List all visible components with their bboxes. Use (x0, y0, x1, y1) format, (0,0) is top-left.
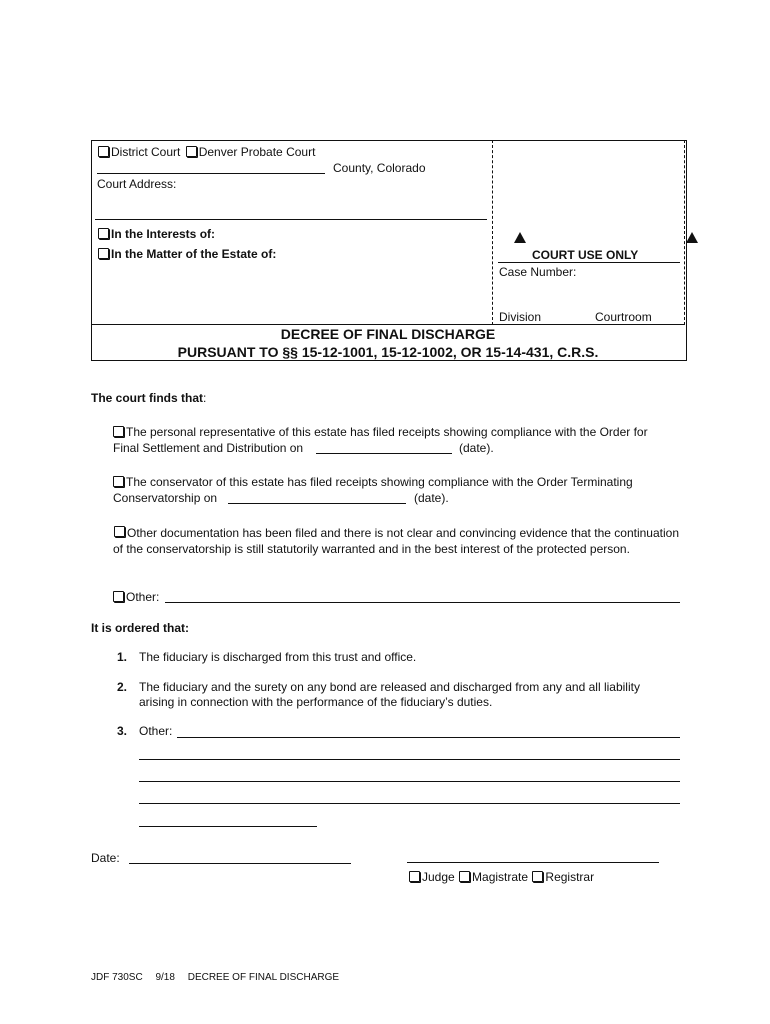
order-3-line-2[interactable] (139, 759, 680, 760)
interests-of-checkbox[interactable] (98, 228, 109, 239)
magistrate-label: Magistrate (472, 870, 529, 884)
finding-1: The personal representative of this estate has filed receipts showing compliance with the Order for (113, 425, 648, 439)
estate-of-checkbox[interactable] (98, 248, 109, 259)
judge-checkbox[interactable] (409, 871, 420, 882)
footer-form-title: DECREE OF FINAL DISCHARGE (187, 972, 340, 983)
footer (91, 972, 339, 983)
finding-2-date-label: (date). (414, 491, 449, 505)
county-name-line[interactable] (97, 173, 325, 174)
finding-2: The conservator of this estate has filed receipts showing compliance with the Order Terminating (113, 475, 633, 489)
estate-of-label: In the Matter of the Estate of: (111, 247, 277, 261)
county-label: County, Colorado (333, 161, 426, 175)
division-label: Division (499, 310, 542, 324)
order-3-line-5[interactable] (139, 826, 317, 827)
signature-line[interactable] (407, 862, 659, 863)
denver-probate-court-label: Denver Probate Court (198, 145, 316, 159)
finding-4: Other: (113, 590, 159, 604)
order-3-line-1[interactable] (177, 737, 680, 738)
judge-label: Judge (422, 870, 455, 884)
order-3-label: Other: (139, 724, 173, 738)
finding-2-line2: Conservatorship on (113, 491, 218, 505)
interests-of-label: In the Interests of: (111, 227, 216, 241)
court-options (98, 145, 315, 159)
district-court-label: District Court (111, 145, 181, 159)
estate-option (98, 247, 276, 261)
document-subtitle: PURSUANT TO §§ 15-12-1001, 15-12-1002, OR 15-14-431, C.R.S. (177, 344, 599, 360)
registrar-checkbox[interactable] (532, 871, 543, 882)
orders-heading: It is ordered that: (91, 621, 190, 635)
order-1-number: 1. (117, 650, 128, 664)
finding-2-checkbox[interactable] (113, 476, 124, 487)
magistrate-checkbox[interactable] (459, 871, 470, 882)
finding-3-text: Other documentation has been filed and there is not clear and convincing evidence that the continuation of the conservatorship is still statutorily warranted and in the best interest of the protected person. (113, 526, 679, 556)
caption-divider (492, 140, 493, 325)
finding-1-date-label: (date). (459, 441, 494, 455)
registrar-label: Registrar (545, 870, 595, 884)
triangle-left-icon (514, 232, 526, 243)
date-label: Date: (91, 851, 120, 865)
finding-4-checkbox[interactable] (113, 591, 124, 602)
order-1-text: The fiduciary is discharged from this trust and office. (139, 650, 417, 664)
case-number-label: Case Number: (499, 265, 577, 279)
finding-1-line2: Final Settlement and Distribution on (113, 441, 304, 455)
caption-right-edge (684, 140, 685, 325)
order-2-text-line2: arising in connection with the performance of the fiduciary’s duties. (139, 695, 493, 709)
finding-4-other-line[interactable] (165, 602, 680, 603)
district-court-checkbox[interactable] (98, 146, 109, 157)
settlement-date-line[interactable] (316, 453, 452, 454)
finding-1-checkbox[interactable] (113, 426, 124, 437)
order-3-number: 3. (117, 724, 128, 738)
findings-heading: The court finds that: (91, 391, 207, 405)
conservatorship-date-line[interactable] (228, 503, 406, 504)
court-use-only-rule (498, 262, 680, 263)
order-2-text-line1: The fiduciary and the surety on any bond are released and discharged from any and all liability (139, 680, 640, 694)
order-2-number: 2. (117, 680, 128, 694)
courtroom-label: Courtroom (595, 310, 652, 324)
footer-revision: 9/18 (155, 972, 175, 983)
signer-roles (409, 870, 594, 884)
denver-probate-court-checkbox[interactable] (186, 146, 197, 157)
footer-form-id: JDF 730SC (91, 972, 143, 983)
court-address-line[interactable] (95, 219, 487, 220)
court-address-label: Court Address: (97, 177, 177, 191)
triangle-right-icon (686, 232, 698, 243)
date-line[interactable] (129, 863, 351, 864)
order-3-line-4[interactable] (139, 803, 680, 804)
document-title: DECREE OF FINAL DISCHARGE (280, 326, 496, 342)
order-3-line-3[interactable] (139, 781, 680, 782)
interests-option (98, 227, 215, 241)
court-use-only-label: COURT USE ONLY (532, 248, 639, 262)
caption-title-divider (91, 324, 685, 325)
